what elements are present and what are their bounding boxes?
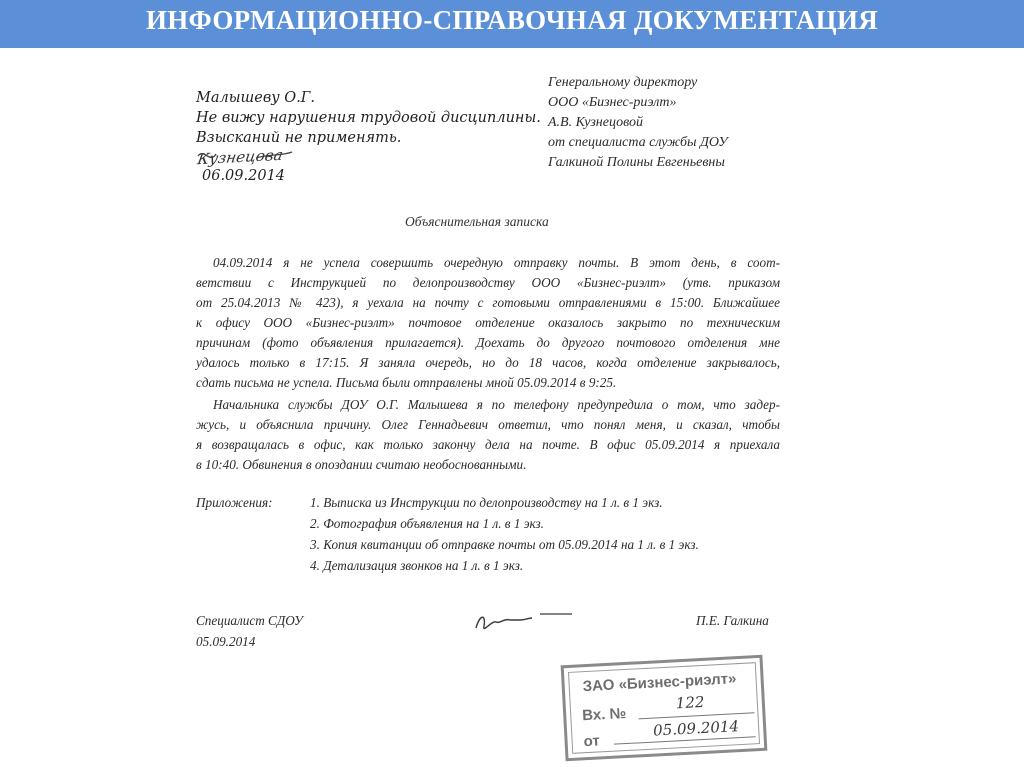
body-line: от 25.04.2013 № 423), я уехала на почту с готовыми отправлениями в 15:00. Ближайшее bbox=[196, 295, 780, 310]
body-line: жусь, и объяснила причину. Олег Геннадьевич ответил, что понял меня, и сказал, чтобы bbox=[196, 417, 780, 432]
stamp-from-date: 05.09.2014 bbox=[652, 717, 740, 740]
addressee-line: Галкиной Полины Евгеньевны bbox=[548, 155, 725, 170]
resolution-line: Малышеву О.Г. bbox=[196, 90, 316, 106]
body-line: 04.09.2014 я не успела совершить очередную отправку почты. В этот день, в соот- bbox=[213, 255, 780, 270]
body-line: удалось только в 17:15. Я заняла очередь, но до 18 часов, когда отделение закрывалось, bbox=[196, 355, 780, 370]
body-line: я возвращалась в офис, как только закончу дела на почте. В офис 05.09.2014 я приехала bbox=[196, 437, 780, 452]
signoff-position: Специалист СДОУ bbox=[196, 613, 303, 628]
resolution-line: Взысканий не применять. bbox=[196, 130, 402, 146]
author-signature bbox=[470, 608, 580, 638]
signoff-date: 05.09.2014 bbox=[196, 634, 256, 649]
resolution-date: 06.09.2014 bbox=[202, 168, 286, 184]
resolution-signature: Кузнецова bbox=[196, 145, 285, 169]
body-line: к офису ООО «Бизнес-риэлт» почтовое отделение оказалось закрыто по техническим bbox=[196, 315, 780, 330]
registration-stamp bbox=[561, 655, 768, 761]
body-line: сдать письма не успела. Письма были отправлены мной 05.09.2014 в 9:25. bbox=[196, 375, 617, 390]
stamp-from-label: от bbox=[583, 732, 601, 751]
body-line: в 10:40. Обвинения в опоздании считаю необоснованными. bbox=[196, 457, 527, 472]
stamp-in-label: Вх. № bbox=[581, 704, 627, 725]
slide-title: ИНФОРМАЦИОННО-СПРАВОЧНАЯ ДОКУМЕНТАЦИЯ bbox=[145, 5, 879, 35]
attachments-label: Приложения: bbox=[196, 495, 273, 510]
stamp-in-number: 122 bbox=[675, 692, 705, 713]
body-line: причинам (фото объявления прилагается). Доехать до другого почтового отделения мне bbox=[196, 335, 780, 350]
body-line: ветствии с Инструкцией по делопроизводству ООО «Бизнес-риэлт» (утв. приказом bbox=[196, 275, 780, 290]
attachment-item: 1. Выписка из Инструкции по делопроизводству на 1 л. в 1 экз. bbox=[310, 495, 663, 510]
addressee-line: А.В. Кузнецовой bbox=[548, 115, 644, 130]
signoff-name: П.Е. Галкина bbox=[696, 613, 769, 628]
stamp-org: ЗАО «Бизнес-риэлт» bbox=[582, 670, 737, 696]
resolution-line: Не вижу нарушения трудовой дисциплины. bbox=[196, 110, 541, 126]
addressee-line: от специалиста службы ДОУ bbox=[548, 135, 728, 150]
attachment-item: 2. Фотография объявления на 1 л. в 1 экз. bbox=[310, 516, 544, 531]
addressee-line: ООО «Бизнес-риэлт» bbox=[548, 95, 677, 110]
note-title: Объяснительная записка bbox=[405, 214, 549, 229]
attachment-item: 3. Копия квитанции об отправке почты от 05.09.2014 на 1 л. в 1 экз. bbox=[310, 537, 699, 552]
addressee-line: Генеральному директору bbox=[548, 75, 698, 90]
body-line: Начальника службы ДОУ О.Г. Малышева я по телефону предупредила о том, что задер- bbox=[213, 397, 780, 412]
attachment-item: 4. Детализация звонков на 1 л. в 1 экз. bbox=[310, 558, 524, 573]
